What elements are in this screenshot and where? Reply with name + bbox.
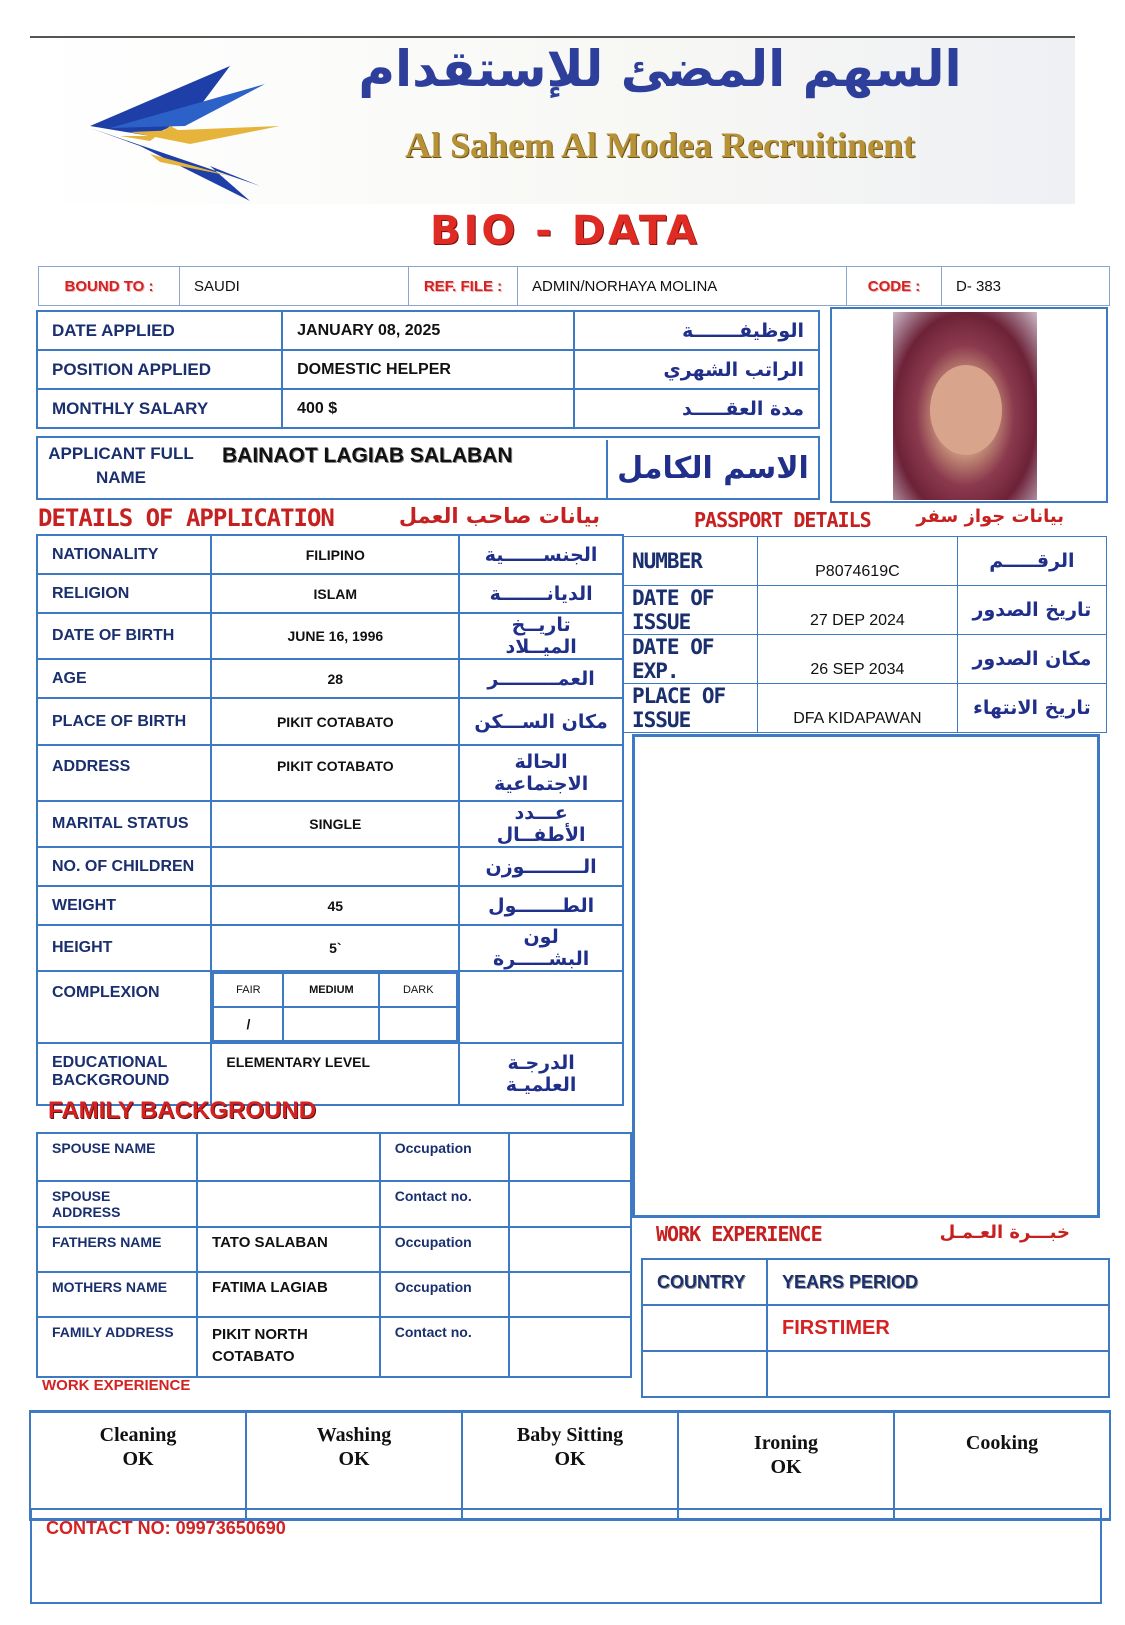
address-arabic: الحالة الاجتماعية [459,745,623,801]
applicant-photo-face [930,365,1002,455]
education-value: ELEMENTARY LEVEL [211,1043,459,1105]
table-row [30,1412,1110,1520]
complexion-arabic-empty [459,971,623,1043]
passport-heading-arabic: بيانات جواز سفر [916,506,1064,527]
table-row [37,1272,631,1317]
date-applied-arabic: الوظيفـــــــة [574,311,819,350]
details-table [36,534,624,1106]
height-value: 5` [211,925,459,971]
table-row [37,698,623,745]
company-name-arabic: السهم المضئ للإستقدام [358,40,962,98]
date-of-exp-label: DATE OF EXP. [624,635,758,684]
applicant-name-label: APPLICANT FULL NAME [48,444,194,487]
place-of-issue-label: PLACE OF ISSUE [624,684,758,733]
reference-row [38,266,1110,306]
weight-value: 45 [211,886,459,925]
table-row [37,925,623,971]
fathers-name-value: TATO SALABAN [197,1227,380,1272]
table-row [642,1305,1109,1351]
date-applied-label: DATE APPLIED [37,311,282,350]
complexion-label: COMPLEXION [37,971,211,1043]
address-label: ADDRESS [37,745,211,801]
date-applied-row [37,311,819,350]
age-label: AGE [37,659,211,698]
spouse-contact-value [509,1181,631,1227]
date-of-exp-arabic: مكان الصدور [957,635,1106,684]
spouse-contact-label: Contact no. [380,1181,509,1227]
family-address-value: PIKIT NORTH COTABATO [197,1317,380,1377]
job-table [36,310,820,429]
full-body-photo-box [632,734,1100,1218]
place-of-birth-arabic: مكان الســـكن [459,698,623,745]
skill-name: Washing [316,1424,392,1446]
table-row [37,1181,631,1227]
education-row [37,1043,623,1105]
children-value [211,847,459,886]
table-row [37,613,623,659]
religion-arabic: الديانـــــــة [459,574,623,613]
skill-status: OK [770,1456,802,1478]
spouse-name-value [197,1133,380,1181]
work-experience-heading-arabic: خبـــرة العـمـل [939,1222,1070,1243]
table-row [37,745,623,801]
religion-value: ISLAM [211,574,459,613]
age-value: 28 [211,659,459,698]
spouse-address-value [197,1181,380,1227]
date-of-issue-arabic: تاريخ الصدور [957,586,1106,635]
table-row [624,684,1107,733]
address-value: PIKIT COTABATO [211,745,459,801]
education-arabic: الدرجـة العلميـة [459,1043,623,1105]
nationality-label: NATIONALITY [37,535,211,574]
weight-arabic: الطـــــــول [459,886,623,925]
family-address-label: FAMILY ADDRESS [37,1317,197,1377]
ref-file-value: ADMIN/NORHAYA MOLINA [518,267,847,306]
table-row [642,1351,1109,1397]
spouse-address-label: SPOUSE ADDRESS [37,1181,197,1227]
table-row [37,574,623,613]
skill-status: OK [554,1448,586,1470]
table-row [624,586,1107,635]
complexion-dark-mark [379,1007,457,1041]
salary-row [37,389,819,428]
table-row [37,1317,631,1377]
table-row [37,535,623,574]
children-label: NO. OF CHILDREN [37,847,211,886]
years-period-header: YEARS PERIOD [767,1259,1109,1305]
work-experience-heading: WORK EXPERIENCE [656,1222,822,1246]
skill-washing [246,1412,462,1520]
salary-arabic: مدة العقـــــد [574,389,819,428]
salary-label: MONTHLY SALARY [37,389,282,428]
passport-number-value: P8074619C [757,537,957,586]
years-period-cell-empty [767,1351,1109,1397]
skill-name: Baby Sitting [516,1424,624,1446]
skill-name: Cooking [965,1432,1039,1454]
complexion-row [37,971,623,1043]
country-header: COUNTRY [642,1259,767,1305]
marital-status-value: SINGLE [211,801,459,847]
dob-arabic: تاريــخ الميــلاد [459,613,623,659]
table-row [624,635,1107,684]
place-of-issue-value: DFA KIDAPAWAN [757,684,957,733]
company-name-english: Al Sahem Al Modea Recruitinent [405,125,915,165]
religion-label: RELIGION [37,574,211,613]
skill-baby-sitting [462,1412,678,1520]
code-label: CODE : [847,267,942,306]
family-contact-value [509,1317,631,1377]
complexion-medium: MEDIUM [283,973,379,1007]
position-label: POSITION APPLIED [37,350,282,389]
table-row [37,847,623,886]
fathers-occupation-label: Occupation [380,1227,509,1272]
skill-ironing [678,1412,894,1520]
complexion-grid [212,972,458,1042]
weight-label: WEIGHT [37,886,211,925]
complexion-fair-mark: / [213,1007,283,1041]
marital-status-arabic: عـــدد الأطفــال [459,801,623,847]
complexion-fair: FAIR [213,973,283,1007]
education-label: EDUCATIONAL BACKGROUND [37,1043,211,1105]
ref-file-label: REF. FILE : [409,267,518,306]
bound-to-value: SAUDI [180,267,409,306]
height-arabic: لون البشـــــرة [459,925,623,971]
applicant-name-arabic: الاسم الكامل [606,440,818,498]
family-contact-label: Contact no. [380,1317,509,1377]
table-row [624,537,1107,586]
code-value: D- 383 [942,267,1110,306]
table-row [642,1259,1109,1305]
table-row [37,659,623,698]
family-table [36,1132,632,1378]
table-row [37,1227,631,1272]
date-of-exp-value: 26 SEP 2034 [757,635,957,684]
place-of-issue-arabic: تاريخ الانتهاء [957,684,1106,733]
position-row [37,350,819,389]
table-row [37,886,623,925]
skill-cooking [894,1412,1110,1520]
position-value: DOMESTIC HELPER [282,350,574,389]
complexion-dark: DARK [379,973,457,1007]
date-of-issue-label: DATE OF ISSUE [624,586,758,635]
passport-number-label: NUMBER [624,537,758,586]
children-arabic: الـــــــــوزن [459,847,623,886]
country-cell [642,1305,767,1351]
complexion-options [211,971,459,1043]
passport-table [623,536,1107,733]
nationality-value: FILIPINO [211,535,459,574]
fathers-name-label: FATHERS NAME [37,1227,197,1272]
document-title: BIO - DATA [429,208,701,254]
skill-name: Cleaning [99,1424,177,1446]
company-logo-arrow-icon [90,66,300,206]
table-row [37,1133,631,1181]
mothers-name-label: MOTHERS NAME [37,1272,197,1317]
skills-table [29,1410,1111,1521]
age-arabic: العمـــــــــر [459,659,623,698]
passport-number-arabic: الرقـــــم [957,537,1106,586]
height-label: HEIGHT [37,925,211,971]
details-heading-arabic: بيانات صاحب العمل [398,504,600,528]
mothers-occupation-label: Occupation [380,1272,509,1317]
work-experience-small-heading: WORK EXPERIENCE [42,1377,191,1394]
family-heading: FAMILY BACKGROUND [48,1097,317,1124]
skill-cleaning [30,1412,246,1520]
passport-heading: PASSPORT DETAILS [694,508,871,532]
mothers-name-value: FATIMA LAGIAB [197,1272,380,1317]
dob-label: DATE OF BIRTH [37,613,211,659]
table-row [37,801,623,847]
bound-to-label: BOUND TO : [39,267,180,306]
skill-status: OK [338,1448,370,1470]
fathers-occupation-value [509,1227,631,1272]
details-heading: DETAILS OF APPLICATION [38,504,334,532]
place-of-birth-value: PIKIT COTABATO [211,698,459,745]
skill-status: OK [122,1448,154,1470]
spouse-occupation-value [509,1133,631,1181]
contact-number: CONTACT NO: 09973650690 [46,1518,286,1538]
dob-value: JUNE 16, 1996 [211,613,459,659]
position-arabic: الراتب الشهري [574,350,819,389]
years-period-cell: FIRSTIMER [767,1305,1109,1351]
place-of-birth-label: PLACE OF BIRTH [37,698,211,745]
complexion-medium-mark [283,1007,379,1041]
work-experience-table [641,1258,1110,1398]
date-applied-value: JANUARY 08, 2025 [282,311,574,350]
applicant-name-value: BAINAOT LAGIAB SALABAN [222,444,513,467]
spouse-name-label: SPOUSE NAME [37,1133,197,1181]
nationality-arabic: الجنســــــية [459,535,623,574]
salary-value: 400 $ [282,389,574,428]
mothers-occupation-value [509,1272,631,1317]
date-of-issue-value: 27 DEP 2024 [757,586,957,635]
spouse-occupation-label: Occupation [380,1133,509,1181]
marital-status-label: MARITAL STATUS [37,801,211,847]
skill-name: Ironing [753,1432,819,1454]
country-cell-empty [642,1351,767,1397]
